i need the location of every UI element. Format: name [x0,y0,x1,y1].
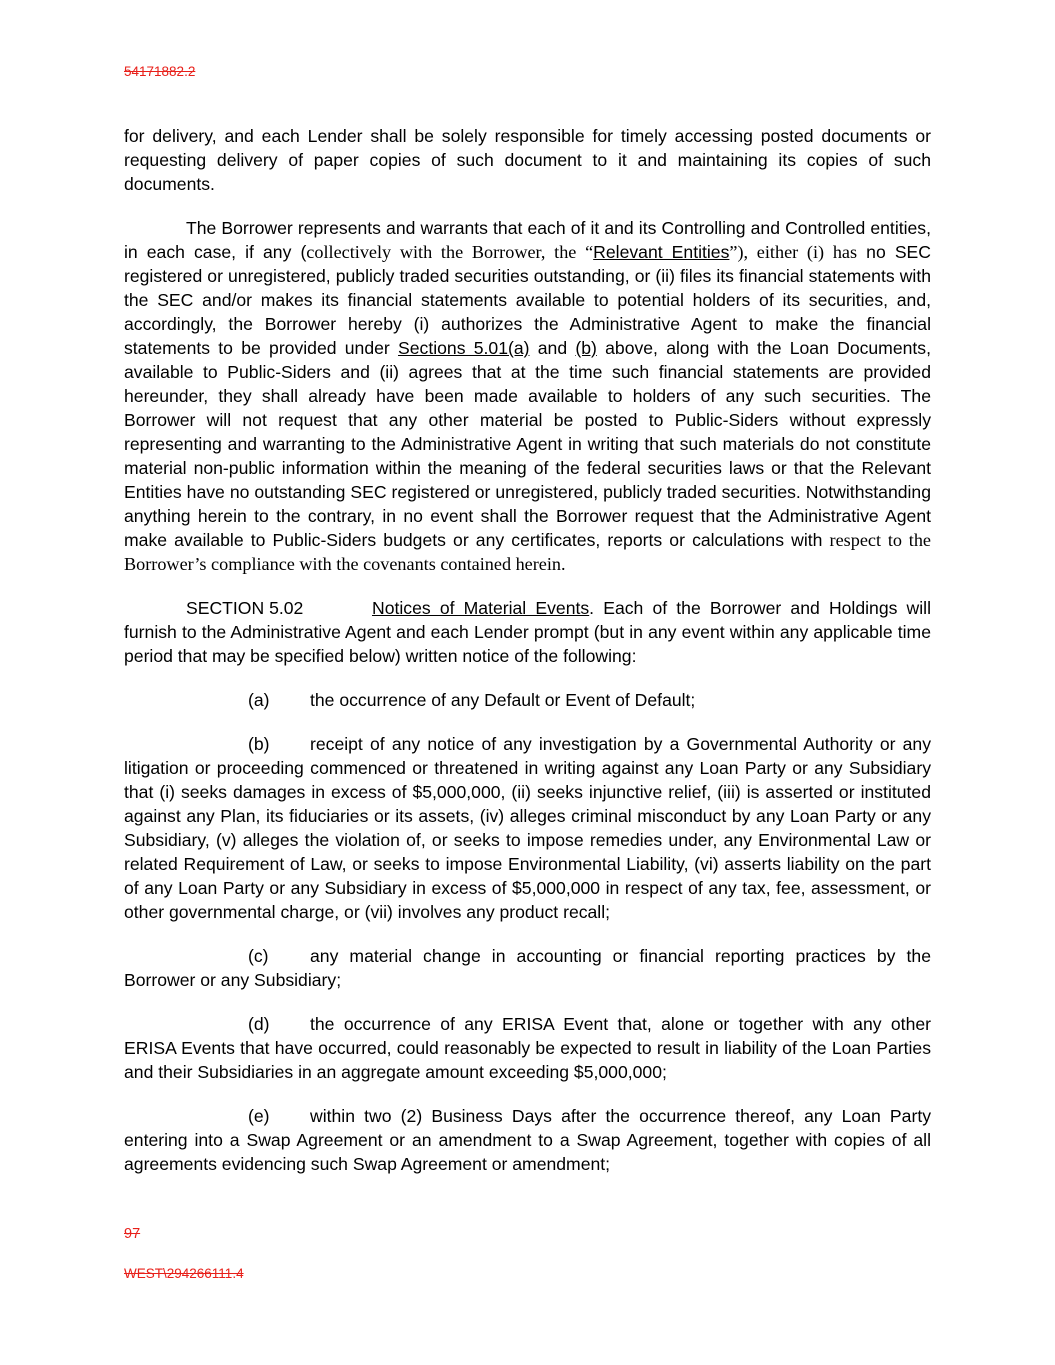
relevant-entities-paragraph [124,216,931,576]
text-run-serif: respect to the Borrower’s compliance with the covenants contained herein. [124,530,931,574]
list-item-text: within two (2) Business Days after the occurrence thereof, any Loan Party entering into a Swap Agreement or an amendment to a Swap Agreement, together with copies of all agreements evidencing such Swap Agreement or amendment; [124,1106,931,1174]
list-item-label: (e) [248,1106,270,1126]
text-run: and [529,338,576,358]
section-text: . Each of the Borrower and Holdings will furnish to the Administrative Agent and each Lender prompt (but in any event within any applicable time period that may be specified below) written notice of the following: [124,598,931,666]
section-5-02-paragraph [124,596,931,668]
continuation-paragraph: for delivery, and each Lender shall be solely responsible for timely accessing posted documents or requesting delivery of paper copies of such document to it and maintaining its copies of such documents. [124,126,931,194]
list-item-label: (d) [248,1014,270,1034]
text-run-serif: ”), either (i) has [729,242,858,262]
list-item-d [124,1012,931,1084]
text-run: above, along with the Loan Documents, available to Public-Siders and (ii) agrees that at the time such financial statements are provided hereunder, they shall already have been made available to holders of any such securities. The Borrower will not request that any other material be posted to Public-Siders without expressly representing and warranting to the Administrative Agent in writing that such materials do not constitute material non-public information within the meaning of the federal securities laws or that the Relevant Entities have no outstanding SEC registered or unregistered, publicly traded securities. Notwithstanding anything herein to the contrary, in no event shall the Borrower request that the Administrative Agent make available to Public-Siders budgets or any certificates, reports or calculations with [124,338,931,550]
list-item-text: any material change in accounting or financial reporting practices by the Borrower or any Subsidiary; [124,946,931,990]
text-run-serif: collectively with the Borrower, the “ [306,242,594,262]
list-item-e [124,1104,931,1176]
cross-reference-b: (b) [575,338,597,358]
defined-term-relevant-entities: Relevant Entities [593,242,730,262]
text-run: The Borrower represents and warrants that each of it and its Controlling and Controlled entities, in each case, if any ( [124,218,931,262]
list-item-text: receipt of any notice of any investigation by a Governmental Authority or any litigation or proceeding commenced or threatened in writing against any Loan Party or any Subsidiary that (i) seeks damages in excess of $5,000,000, (ii) seeks injunctive relief, (iii) is asserted or instituted against any Plan, its fiduciaries or its assets, (iv) alleges criminal misconduct by any Loan Party or any Subsidiary, (v) alleges the violation of, or seeks to impose remedies under, any Environmental Law or related Requirement of Law, or seeks to impose Environmental Liability, (vi) asserts liability on the part of any Loan Party or any Subsidiary in excess of $5,000,000 in respect of any tax, fee, assessment, or other governmental charge, or (vii) involves any product recall; [124,734,931,922]
list-item-a [124,688,931,712]
list-item-b [124,732,931,924]
footer-page-number: 97 [124,1226,141,1242]
list-item-c [124,944,931,992]
list-item-text: the occurrence of any ERISA Event that, alone or together with any other ERISA Events that have occurred, could reasonably be expected to result in liability of the Loan Parties and their Subsidiaries in an aggregate amount exceeding $5,000,000; [124,1014,931,1082]
cross-reference-sections-5-01a: Sections 5.01(a) [398,338,530,358]
text-run: no SEC registered or unregistered, publicly traded securities outstanding, or (ii) files its financial statements with the SEC and/or makes its financial statements available to potential holders of its securities, and, accordingly, the Borrower hereby (i) authorizes the Administrative Agent to make the financial statements to be provided under [124,242,931,358]
list-item-label: (a) [248,690,270,710]
list-item-label: (c) [248,946,269,966]
section-number: SECTION 5.02 [186,598,304,618]
list-item-text: the occurrence of any Default or Event of Default; [310,690,696,710]
footer-doc-id: WEST\294266111.4 [124,1266,244,1281]
header-doc-id: 54171882.2 [124,64,196,79]
list-item-label: (b) [248,734,270,754]
document-body [124,124,931,1196]
section-title: Notices of Material Events [372,598,590,618]
